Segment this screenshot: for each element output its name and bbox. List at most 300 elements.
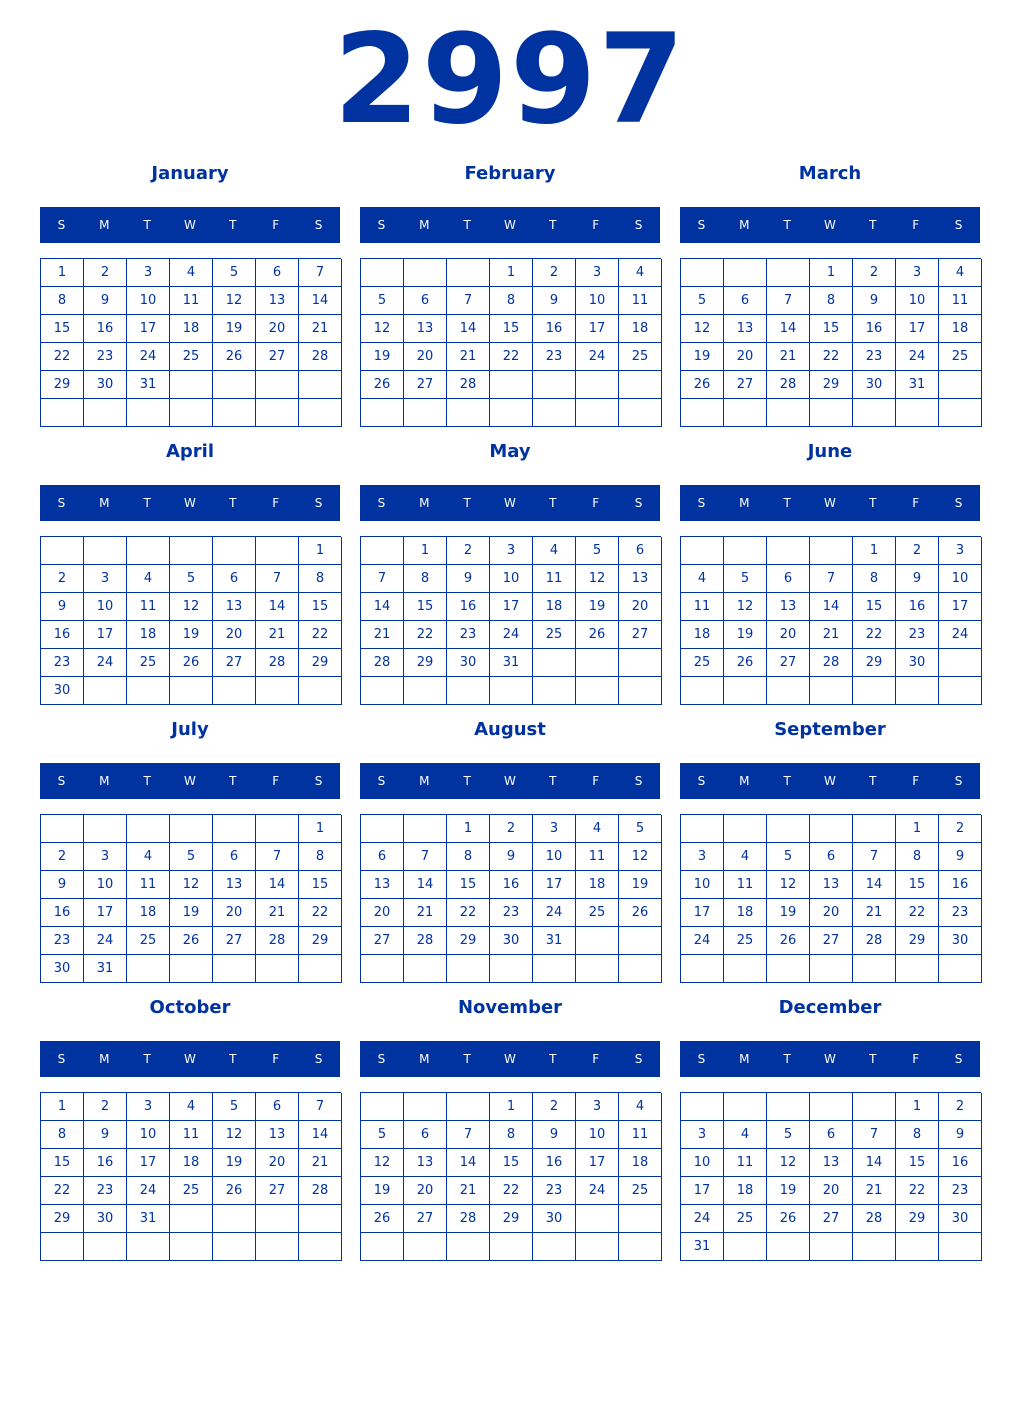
day-cell: 7 — [299, 259, 342, 287]
empty-cell — [810, 537, 853, 565]
day-cell: 19 — [724, 621, 767, 649]
day-cell: 16 — [447, 593, 490, 621]
day-cell: 11 — [681, 593, 724, 621]
empty-cell — [939, 371, 982, 399]
day-cell: 20 — [404, 1177, 447, 1205]
day-cell: 26 — [767, 927, 810, 955]
weekday-label: S — [954, 496, 963, 510]
day-cell: 26 — [361, 371, 404, 399]
day-cell: 11 — [724, 1149, 767, 1177]
day-cell: 30 — [84, 1205, 127, 1233]
day-cell: 26 — [170, 649, 213, 677]
day-cell: 16 — [41, 621, 84, 649]
day-cell: 26 — [170, 927, 213, 955]
day-cell: 28 — [361, 649, 404, 677]
day-cell: 14 — [810, 593, 853, 621]
day-cell: 12 — [619, 843, 662, 871]
empty-cell — [576, 1205, 619, 1233]
day-cell: 12 — [681, 315, 724, 343]
empty-cell — [404, 259, 447, 287]
day-cell: 9 — [939, 1121, 982, 1149]
empty-cell — [939, 1233, 982, 1261]
day-cell: 30 — [533, 1205, 576, 1233]
day-cell: 29 — [404, 649, 447, 677]
day-cell: 18 — [533, 593, 576, 621]
day-cell: 16 — [490, 871, 533, 899]
empty-cell — [619, 1233, 662, 1261]
month-name: May — [489, 441, 531, 462]
day-cell: 23 — [533, 343, 576, 371]
day-cell: 28 — [767, 371, 810, 399]
day-cell: 31 — [127, 371, 170, 399]
day-cell: 16 — [939, 871, 982, 899]
day-cell: 24 — [533, 899, 576, 927]
day-cell: 19 — [576, 593, 619, 621]
empty-cell — [619, 1205, 662, 1233]
day-cell: 16 — [84, 315, 127, 343]
month-july — [40, 714, 340, 992]
day-cell: 11 — [619, 287, 662, 315]
empty-cell — [127, 1233, 170, 1261]
day-cell: 30 — [84, 371, 127, 399]
month-october — [40, 992, 340, 1270]
day-cell: 4 — [939, 259, 982, 287]
day-cell: 30 — [896, 649, 939, 677]
empty-cell — [213, 955, 256, 983]
weekday-label: M — [419, 1052, 430, 1066]
day-cell: 25 — [127, 927, 170, 955]
day-cell: 6 — [767, 565, 810, 593]
day-cell: 10 — [576, 287, 619, 315]
day-cell: 18 — [939, 315, 982, 343]
day-cell: 1 — [810, 259, 853, 287]
weekday-label: F — [592, 774, 600, 788]
day-cell: 19 — [170, 621, 213, 649]
empty-cell — [256, 955, 299, 983]
empty-cell — [490, 399, 533, 427]
weekday-label: W — [824, 496, 836, 510]
month-may — [360, 436, 660, 714]
day-cell: 17 — [576, 1149, 619, 1177]
month-name: August — [474, 719, 546, 740]
day-cell: 27 — [404, 1205, 447, 1233]
empty-cell — [896, 955, 939, 983]
day-cell: 14 — [404, 871, 447, 899]
day-cell: 11 — [939, 287, 982, 315]
day-cell: 29 — [896, 1205, 939, 1233]
day-cell: 17 — [939, 593, 982, 621]
weekday-label: W — [184, 218, 196, 232]
day-cell: 23 — [41, 927, 84, 955]
day-cell: 26 — [681, 371, 724, 399]
weekday-label: T — [869, 1052, 877, 1066]
day-cell: 1 — [404, 537, 447, 565]
empty-cell — [810, 955, 853, 983]
day-cell: 13 — [256, 1121, 299, 1149]
day-cell: 10 — [681, 1149, 724, 1177]
month-february — [360, 158, 660, 436]
day-cell: 21 — [256, 899, 299, 927]
day-cell: 24 — [576, 1177, 619, 1205]
month-december — [680, 992, 980, 1270]
day-cell: 6 — [213, 565, 256, 593]
empty-cell — [127, 955, 170, 983]
day-cell: 20 — [256, 315, 299, 343]
empty-cell — [447, 1093, 490, 1121]
empty-cell — [361, 399, 404, 427]
day-cell: 6 — [361, 843, 404, 871]
day-grid — [40, 1092, 341, 1261]
weekday-label: T — [463, 774, 471, 788]
weekday-label: T — [549, 496, 557, 510]
day-cell: 28 — [853, 927, 896, 955]
day-cell: 24 — [681, 1205, 724, 1233]
empty-cell — [299, 1233, 342, 1261]
month-november — [360, 992, 660, 1270]
day-cell: 8 — [299, 565, 342, 593]
empty-cell — [170, 371, 213, 399]
day-cell: 2 — [939, 815, 982, 843]
empty-cell — [127, 399, 170, 427]
day-cell: 14 — [299, 287, 342, 315]
weekday-header — [680, 763, 980, 799]
day-cell: 20 — [404, 343, 447, 371]
day-cell: 19 — [213, 315, 256, 343]
empty-cell — [127, 815, 170, 843]
empty-cell — [404, 955, 447, 983]
weekday-label: T — [869, 218, 877, 232]
day-cell: 14 — [299, 1121, 342, 1149]
empty-cell — [853, 1093, 896, 1121]
day-grid — [680, 1092, 981, 1261]
day-cell: 1 — [896, 815, 939, 843]
day-cell: 31 — [681, 1233, 724, 1261]
empty-cell — [810, 1233, 853, 1261]
empty-cell — [853, 955, 896, 983]
day-cell: 21 — [447, 343, 490, 371]
day-cell: 7 — [256, 565, 299, 593]
day-cell: 2 — [41, 843, 84, 871]
day-cell: 6 — [810, 1121, 853, 1149]
empty-cell — [681, 537, 724, 565]
weekday-label: F — [272, 496, 280, 510]
weekday-label: S — [634, 1052, 643, 1066]
day-cell: 29 — [299, 649, 342, 677]
empty-cell — [170, 815, 213, 843]
empty-cell — [724, 399, 767, 427]
day-cell: 6 — [404, 287, 447, 315]
weekday-label: T — [463, 1052, 471, 1066]
empty-cell — [170, 399, 213, 427]
weekday-label: S — [314, 1052, 323, 1066]
day-cell: 13 — [619, 565, 662, 593]
day-cell: 19 — [767, 899, 810, 927]
day-cell: 13 — [404, 1149, 447, 1177]
empty-cell — [361, 259, 404, 287]
day-cell: 4 — [127, 565, 170, 593]
weekday-label: T — [143, 1052, 151, 1066]
day-cell: 14 — [447, 1149, 490, 1177]
empty-cell — [853, 399, 896, 427]
day-cell: 21 — [404, 899, 447, 927]
day-cell: 1 — [490, 1093, 533, 1121]
day-cell: 27 — [213, 927, 256, 955]
weekday-label: W — [504, 1052, 516, 1066]
empty-cell — [404, 399, 447, 427]
day-cell: 28 — [810, 649, 853, 677]
empty-cell — [170, 677, 213, 705]
day-cell: 30 — [41, 677, 84, 705]
empty-cell — [576, 677, 619, 705]
day-cell: 30 — [939, 927, 982, 955]
day-cell: 18 — [724, 1177, 767, 1205]
empty-cell — [361, 1093, 404, 1121]
day-cell: 1 — [299, 537, 342, 565]
empty-cell — [213, 1233, 256, 1261]
day-cell: 28 — [853, 1205, 896, 1233]
day-grid — [680, 258, 981, 427]
day-cell: 15 — [810, 315, 853, 343]
day-cell: 4 — [533, 537, 576, 565]
day-grid — [360, 814, 661, 983]
day-cell: 5 — [170, 565, 213, 593]
day-grid — [360, 536, 661, 705]
day-cell: 28 — [299, 343, 342, 371]
empty-cell — [41, 399, 84, 427]
day-cell: 3 — [576, 1093, 619, 1121]
day-cell: 3 — [576, 259, 619, 287]
weekday-label: S — [634, 774, 643, 788]
weekday-label: W — [184, 1052, 196, 1066]
empty-cell — [896, 1233, 939, 1261]
day-cell: 6 — [404, 1121, 447, 1149]
day-cell: 18 — [619, 315, 662, 343]
day-cell: 14 — [853, 1149, 896, 1177]
weekday-header — [40, 485, 340, 521]
day-cell: 25 — [533, 621, 576, 649]
weekday-label: M — [419, 496, 430, 510]
day-cell: 22 — [404, 621, 447, 649]
weekday-label: S — [954, 774, 963, 788]
weekday-label: S — [634, 218, 643, 232]
day-cell: 7 — [404, 843, 447, 871]
day-grid — [40, 258, 341, 427]
day-cell: 9 — [939, 843, 982, 871]
weekday-header — [40, 207, 340, 243]
day-cell: 6 — [256, 1093, 299, 1121]
empty-cell — [213, 1205, 256, 1233]
weekday-label: W — [504, 774, 516, 788]
empty-cell — [299, 371, 342, 399]
day-cell: 5 — [170, 843, 213, 871]
day-cell: 30 — [490, 927, 533, 955]
day-cell: 9 — [84, 1121, 127, 1149]
day-cell: 9 — [853, 287, 896, 315]
day-cell: 25 — [170, 1177, 213, 1205]
day-cell: 5 — [681, 287, 724, 315]
day-cell: 2 — [939, 1093, 982, 1121]
weekday-header — [360, 763, 660, 799]
day-cell: 24 — [84, 649, 127, 677]
empty-cell — [853, 815, 896, 843]
day-cell: 11 — [619, 1121, 662, 1149]
day-cell: 2 — [896, 537, 939, 565]
day-cell: 18 — [127, 899, 170, 927]
day-cell: 8 — [490, 287, 533, 315]
day-cell: 15 — [299, 593, 342, 621]
day-cell: 10 — [576, 1121, 619, 1149]
day-cell: 14 — [256, 871, 299, 899]
empty-cell — [213, 399, 256, 427]
empty-cell — [533, 399, 576, 427]
empty-cell — [404, 1233, 447, 1261]
month-april — [40, 436, 340, 714]
day-cell: 10 — [84, 871, 127, 899]
empty-cell — [853, 677, 896, 705]
day-cell: 20 — [724, 343, 767, 371]
empty-cell — [810, 399, 853, 427]
empty-cell — [256, 1205, 299, 1233]
weekday-label: M — [739, 218, 750, 232]
empty-cell — [724, 955, 767, 983]
empty-cell — [361, 815, 404, 843]
day-cell: 25 — [619, 1177, 662, 1205]
day-grid — [40, 536, 341, 705]
day-cell: 10 — [127, 1121, 170, 1149]
day-cell: 20 — [619, 593, 662, 621]
day-cell: 25 — [576, 899, 619, 927]
day-cell: 24 — [896, 343, 939, 371]
day-cell: 25 — [619, 343, 662, 371]
month-name: July — [171, 719, 209, 740]
day-cell: 10 — [84, 593, 127, 621]
empty-cell — [896, 399, 939, 427]
weekday-label: T — [143, 218, 151, 232]
day-cell: 22 — [490, 343, 533, 371]
day-cell: 21 — [810, 621, 853, 649]
weekday-label: S — [57, 1052, 66, 1066]
weekday-label: M — [99, 1052, 110, 1066]
day-cell: 8 — [896, 843, 939, 871]
empty-cell — [853, 1233, 896, 1261]
empty-cell — [404, 815, 447, 843]
day-cell: 6 — [213, 843, 256, 871]
empty-cell — [84, 677, 127, 705]
weekday-label: M — [99, 496, 110, 510]
day-cell: 28 — [299, 1177, 342, 1205]
weekday-label: T — [783, 218, 791, 232]
day-cell: 10 — [127, 287, 170, 315]
month-name: June — [807, 441, 853, 462]
day-cell: 26 — [361, 1205, 404, 1233]
day-cell: 2 — [533, 259, 576, 287]
day-cell: 1 — [447, 815, 490, 843]
day-cell: 7 — [299, 1093, 342, 1121]
day-cell: 22 — [299, 899, 342, 927]
day-cell: 12 — [170, 593, 213, 621]
day-cell: 15 — [896, 1149, 939, 1177]
empty-cell — [810, 1093, 853, 1121]
weekday-label: T — [229, 774, 237, 788]
day-cell: 17 — [490, 593, 533, 621]
day-cell: 15 — [896, 871, 939, 899]
day-cell: 20 — [256, 1149, 299, 1177]
day-cell: 24 — [84, 927, 127, 955]
day-cell: 31 — [84, 955, 127, 983]
weekday-label: F — [912, 1052, 920, 1066]
day-cell: 9 — [490, 843, 533, 871]
weekday-label: T — [783, 1052, 791, 1066]
weekday-label: S — [377, 1052, 386, 1066]
empty-cell — [619, 955, 662, 983]
month-name: January — [151, 163, 229, 184]
empty-cell — [170, 955, 213, 983]
day-cell: 3 — [533, 815, 576, 843]
weekday-label: S — [954, 218, 963, 232]
day-cell: 12 — [724, 593, 767, 621]
day-cell: 9 — [84, 287, 127, 315]
day-cell: 8 — [41, 1121, 84, 1149]
day-cell: 13 — [810, 1149, 853, 1177]
day-cell: 11 — [127, 871, 170, 899]
day-cell: 19 — [681, 343, 724, 371]
day-cell: 17 — [533, 871, 576, 899]
empty-cell — [170, 537, 213, 565]
day-cell: 20 — [810, 899, 853, 927]
day-cell: 13 — [404, 315, 447, 343]
day-cell: 20 — [213, 899, 256, 927]
day-cell: 21 — [299, 315, 342, 343]
month-name: September — [774, 719, 886, 740]
day-cell: 13 — [724, 315, 767, 343]
day-cell: 22 — [41, 343, 84, 371]
day-cell: 6 — [724, 287, 767, 315]
day-cell: 27 — [810, 927, 853, 955]
day-cell: 1 — [299, 815, 342, 843]
day-cell: 30 — [41, 955, 84, 983]
weekday-label: S — [697, 496, 706, 510]
day-cell: 17 — [127, 1149, 170, 1177]
day-cell: 9 — [447, 565, 490, 593]
day-cell: 30 — [853, 371, 896, 399]
day-cell: 10 — [896, 287, 939, 315]
empty-cell — [767, 1093, 810, 1121]
day-cell: 3 — [127, 1093, 170, 1121]
day-cell: 25 — [170, 343, 213, 371]
day-cell: 8 — [490, 1121, 533, 1149]
weekday-label: M — [739, 774, 750, 788]
weekday-label: F — [592, 218, 600, 232]
month-march — [680, 158, 980, 436]
empty-cell — [767, 677, 810, 705]
day-grid — [40, 814, 341, 983]
day-cell: 14 — [361, 593, 404, 621]
empty-cell — [84, 399, 127, 427]
day-cell: 28 — [256, 927, 299, 955]
day-cell: 3 — [896, 259, 939, 287]
day-cell: 19 — [619, 871, 662, 899]
day-cell: 3 — [84, 565, 127, 593]
day-cell: 29 — [810, 371, 853, 399]
day-cell: 31 — [533, 927, 576, 955]
weekday-label: F — [912, 774, 920, 788]
day-cell: 25 — [681, 649, 724, 677]
day-cell: 14 — [853, 871, 896, 899]
day-cell: 28 — [447, 1205, 490, 1233]
day-cell: 11 — [170, 1121, 213, 1149]
day-cell: 20 — [213, 621, 256, 649]
day-cell: 9 — [41, 871, 84, 899]
